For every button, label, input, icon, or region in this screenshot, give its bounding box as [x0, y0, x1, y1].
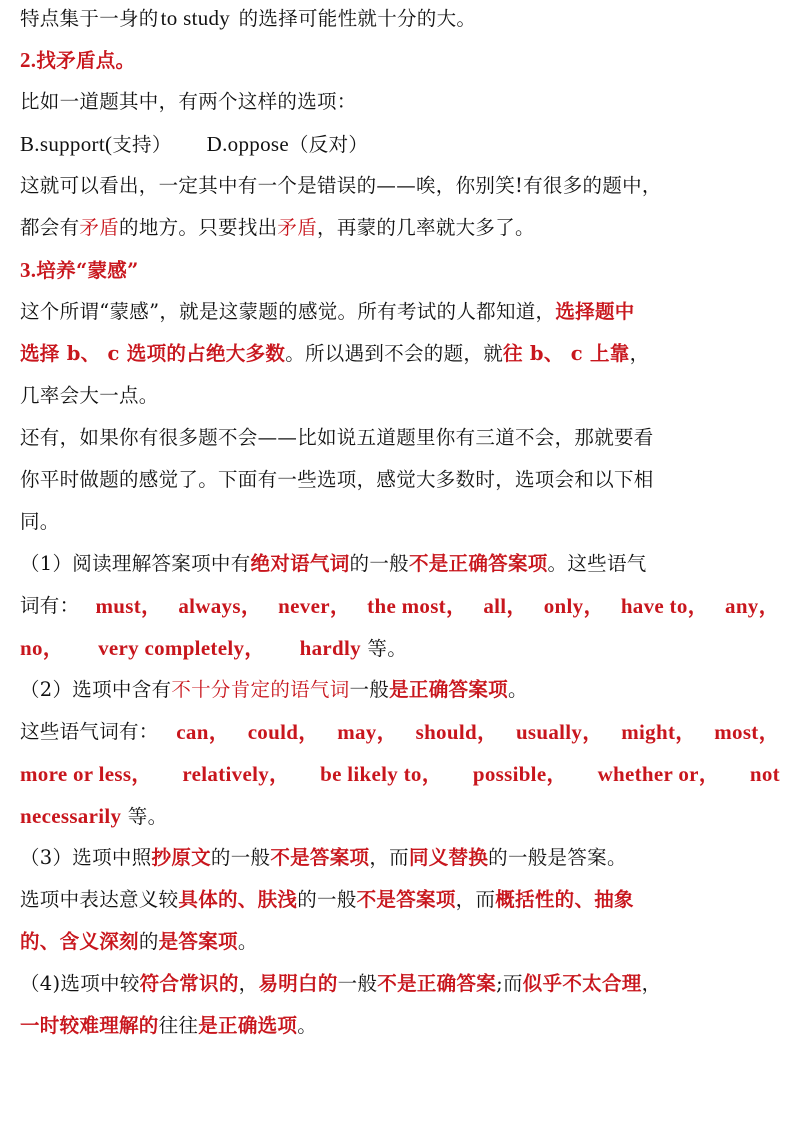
item-3-line-3: [20, 921, 780, 963]
highlight-text: 的、含义深刻: [20, 930, 139, 953]
text: ;而: [496, 972, 523, 995]
keyword: only，: [543, 594, 605, 618]
text: 等。: [360, 637, 408, 660]
paragraph-line: [20, 207, 780, 249]
item-1-line: [20, 543, 780, 585]
highlight-text: 不十分肯定的语气词: [171, 678, 350, 701]
keyword: might，: [621, 720, 697, 744]
text: 往往: [158, 1014, 199, 1037]
paragraph-line: [20, 417, 780, 459]
item-2-words-line-2: [20, 753, 780, 795]
item-3-line-2: [20, 879, 780, 921]
keyword: could，: [247, 720, 320, 744]
keyword: most，: [714, 720, 780, 744]
heading-number: 2.: [20, 48, 37, 72]
highlight-text: 不是正确答案项: [408, 552, 548, 575]
text: 这就可以看出，一定其中有一个是错误的——唉，你别笑!有很多的题中，: [20, 174, 662, 197]
keyword: never，: [278, 594, 352, 618]
highlight-text: 绝对语气词: [250, 552, 350, 575]
text: （4)选项中较: [20, 972, 140, 995]
text: 这个所谓“蒙感”，就是这蒙题的感觉。所有考试的人都知道，: [20, 300, 556, 323]
paragraph-line: [20, 333, 780, 375]
section-heading-2: [20, 39, 780, 81]
text: 的: [138, 930, 159, 953]
item-3-line: [20, 837, 780, 879]
text: 都会有: [20, 216, 80, 239]
text: 的一般: [349, 552, 409, 575]
item-2-words-line-3: [20, 795, 780, 837]
highlight-text: 同义替换: [408, 846, 489, 869]
text: ，再蒙的几率就大多了。: [317, 216, 535, 239]
paragraph-line: [20, 291, 780, 333]
text: 你平时做题的感觉了。下面有一些选项，感觉大多数时，选项会和以下相: [20, 468, 654, 491]
text: 一般: [337, 972, 378, 995]
keyword: no，: [20, 636, 65, 660]
paragraph-line: [20, 0, 780, 39]
text: 选项中表达意义较: [20, 888, 179, 911]
heading-text: 培养“蒙感”: [36, 259, 139, 282]
keyword: possible，: [472, 762, 568, 786]
heading-number: 3.: [20, 258, 37, 282]
highlight-text: 是正确选项: [198, 1014, 298, 1037]
label: 这些语气词有：: [20, 720, 159, 743]
options-line: [20, 123, 780, 165]
text: 的地方。只要找出: [119, 216, 278, 239]
highlight-text: 往 b、 c 上靠: [503, 342, 630, 365]
text: 几率会大一点。: [20, 384, 159, 407]
keyword: may，: [337, 720, 398, 744]
highlight-text: 是正确答案项: [389, 678, 508, 701]
item-1-words-line-2: [20, 627, 780, 669]
highlight-text: 一时较难理解的: [20, 1014, 159, 1037]
paragraph-line: [20, 501, 780, 543]
text: ，: [238, 972, 259, 995]
text: （3）选项中照: [20, 846, 152, 869]
option-b-chinese: 支持）: [112, 133, 172, 156]
text: 的一般: [210, 846, 271, 869]
highlight-text: 不是答案项: [356, 888, 456, 911]
keyword: necessarily: [20, 804, 122, 828]
section-heading-3: [20, 249, 780, 291]
text: （1）阅读理解答案项中有: [20, 552, 251, 575]
item-2-line: [20, 669, 780, 711]
keyword: can，: [176, 720, 230, 744]
highlight-text: 是答案项: [158, 930, 238, 953]
option-b-english: B.support(: [20, 132, 113, 156]
text: （2）选项中含有: [20, 678, 172, 701]
text: 。: [507, 678, 528, 701]
text: 的一般: [297, 888, 357, 911]
text: 比如一道题其中，有两个这样的选项：: [20, 90, 357, 113]
highlight-text: 具体的、肤浅: [178, 888, 298, 911]
keyword: not: [749, 762, 780, 786]
text: ，而: [369, 846, 409, 869]
keyword: be likely to，: [320, 762, 444, 786]
highlight-text: 矛盾: [277, 216, 318, 239]
heading-text: 找矛盾点。: [36, 49, 136, 72]
text: 。: [237, 930, 258, 953]
keyword: have to，: [620, 594, 709, 618]
text: ，而: [455, 888, 496, 911]
keyword: any，: [725, 594, 780, 618]
text: 。: [297, 1014, 318, 1037]
highlight-text: 易明白的: [258, 972, 338, 995]
item-2-words-line: [20, 711, 780, 753]
text: 的选择可能性就十分的大。: [232, 7, 477, 30]
keyword: must，: [95, 594, 163, 618]
text: ，: [629, 342, 650, 365]
highlight-text: 不是答案项: [270, 846, 370, 869]
paragraph-line: [20, 81, 780, 123]
highlight-text: 似乎不太合理: [522, 972, 642, 995]
highlight-text: 选择题中: [555, 300, 635, 323]
keyword: very completely，: [98, 636, 266, 660]
text: 同。: [20, 510, 60, 533]
highlight-text: 矛盾: [79, 216, 120, 239]
keyword: usually，: [515, 720, 604, 744]
keyword: whether or，: [597, 762, 721, 786]
keyword: should，: [415, 720, 499, 744]
keyword: hardly: [299, 636, 361, 660]
label: 词有：: [20, 594, 80, 617]
keyword: relatively，: [182, 762, 291, 786]
text: ，: [641, 972, 662, 995]
highlight-text: 符合常识的: [139, 972, 239, 995]
text: 。所以遇到不会的题，就: [285, 342, 503, 365]
text: 等。: [121, 805, 168, 828]
text-english: to study: [160, 6, 231, 30]
highlight-text: 不是正确答案: [377, 972, 497, 995]
keyword: always，: [178, 594, 263, 618]
paragraph-line: [20, 375, 780, 417]
paragraph-line: [20, 459, 780, 501]
item-4-line: [20, 963, 780, 1005]
text: 一般: [349, 678, 390, 701]
keyword: the most，: [367, 594, 468, 618]
keyword: all，: [483, 594, 528, 618]
highlight-text: 概括性的、抽象: [495, 888, 634, 911]
paragraph-line: [20, 165, 780, 207]
item-4-line-2: [20, 1005, 780, 1047]
text: 的一般是答案。: [488, 846, 627, 869]
text: 。这些语气: [547, 552, 647, 575]
highlight-text: 抄原文: [151, 846, 211, 869]
text: 特点集于一身的: [20, 7, 159, 30]
text: 还有，如果你有很多题不会——比如说五道题里你有三道不会，那就要看: [20, 426, 654, 449]
option-d-english: D.oppose: [206, 132, 289, 156]
keyword: more or less，: [20, 762, 153, 786]
option-d-chinese: （反对）: [288, 133, 369, 156]
highlight-text: 选择 b、 c 选项的占绝大多数: [20, 342, 286, 365]
item-1-words-line: [20, 585, 780, 627]
